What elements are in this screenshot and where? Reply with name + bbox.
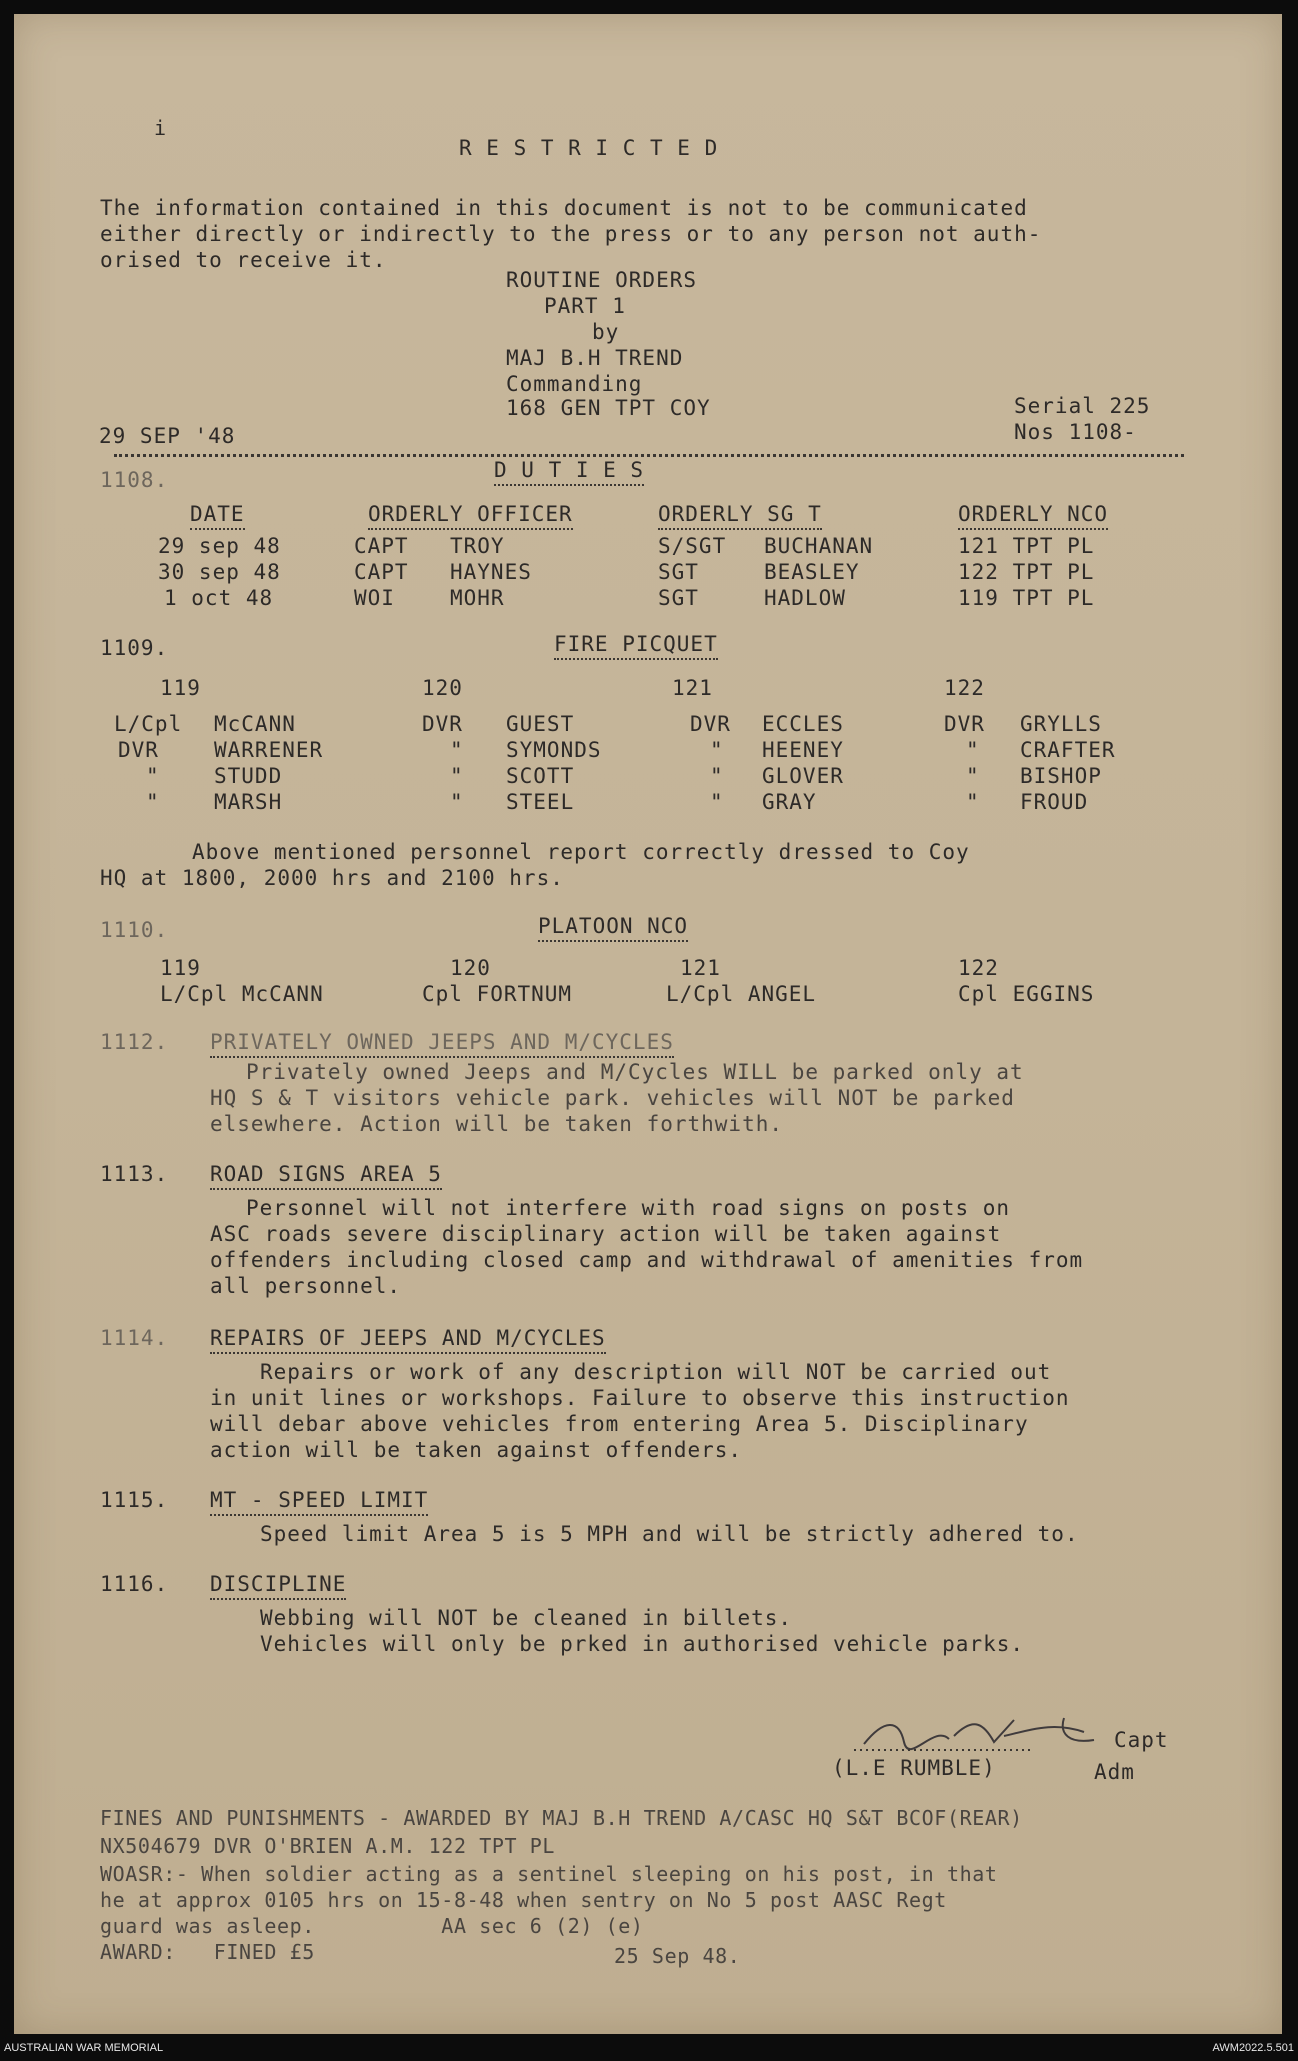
- picquet-rank: DVR: [690, 712, 731, 736]
- margin-mark: i: [154, 116, 168, 140]
- fines-soldier: NX504679 DVR O'BRIEN A.M. 122 TPT PL: [100, 1834, 556, 1858]
- warning-line-1: The information contained in this document is not to be communicated: [100, 196, 1028, 220]
- title-unit: 168 GEN TPT COY: [506, 396, 711, 420]
- fines-line: WOASR:- When soldier acting as a sentinel sleeping on his post, in that: [100, 1862, 998, 1886]
- nco-platoon: 122: [958, 956, 999, 980]
- order-heading: DISCIPLINE: [210, 1574, 346, 1600]
- order-line: all personnel.: [210, 1274, 402, 1298]
- platoon-number: 121: [672, 676, 713, 700]
- signature-rank: Capt: [1114, 1728, 1169, 1752]
- duty-sgt-rank: SGT: [658, 586, 699, 610]
- picquet-name: GRAY: [762, 790, 817, 814]
- col-orderly-sgt: ORDERLY SG T: [658, 504, 822, 530]
- fire-picquet-heading: FIRE PICQUET: [554, 634, 718, 660]
- col-orderly-nco: ORDERLY NCO: [958, 504, 1108, 530]
- duty-officer-rank: CAPT: [354, 560, 409, 584]
- order-line: elsewhere. Action will be taken forthwith.: [210, 1112, 784, 1136]
- picquet-name: MARSH: [214, 790, 283, 814]
- picquet-rank: ": [710, 790, 724, 814]
- picquet-rank: ": [450, 764, 464, 788]
- order-line: HQ S & T visitors vehicle park. vehicles will NOT be parked: [210, 1086, 1015, 1110]
- order-line: offenders including closed camp and withdrawal of amenities from: [210, 1248, 1084, 1272]
- fines-line: he at approx 0105 hrs on 15-8-48 when sentry on No 5 post AASC Regt: [100, 1888, 947, 1912]
- document-date: 29 SEP '48: [99, 424, 236, 448]
- order-line: Webbing will NOT be cleaned in billets.: [260, 1606, 793, 1630]
- nco-platoon: 120: [450, 956, 491, 980]
- duties-heading: D U T I E S: [494, 460, 644, 486]
- section-divider: [114, 454, 1184, 457]
- picquet-note-line-2: HQ at 1800, 2000 hrs and 2100 hrs.: [100, 866, 564, 890]
- nco-platoon: 121: [680, 956, 721, 980]
- picquet-name: GRYLLS: [1020, 712, 1102, 736]
- order-heading: ROAD SIGNS AREA 5: [210, 1164, 442, 1190]
- picquet-rank: DVR: [944, 712, 985, 736]
- order-line: in unit lines or workshops. Failure to observe this instruction: [210, 1386, 1070, 1410]
- picquet-name: CRAFTER: [1020, 738, 1116, 762]
- duty-sgt-rank: S/SGT: [658, 534, 727, 558]
- classification-heading: R E S T R I C T E D: [459, 136, 719, 160]
- fines-award: AWARD: FINED £5: [100, 1940, 315, 1964]
- duty-nco: 122 TPT PL: [958, 560, 1095, 584]
- picquet-rank: ": [966, 738, 980, 762]
- picquet-rank: ": [710, 764, 724, 788]
- fines-line: guard was asleep. AA sec 6 (2) (e): [100, 1914, 644, 1938]
- nco-name: Cpl FORTNUM: [422, 982, 573, 1006]
- picquet-rank: ": [450, 790, 464, 814]
- order-heading: MT - SPEED LIMIT: [210, 1490, 428, 1516]
- duty-sgt: HADLOW: [764, 586, 846, 610]
- handwritten-signature: [854, 1714, 1124, 1754]
- signature-name: (L.E RUMBLE): [832, 1756, 996, 1780]
- footer-reference: AWM2022.5.501: [1212, 2042, 1294, 2054]
- nco-name: L/Cpl McCANN: [160, 982, 324, 1006]
- picquet-rank: L/Cpl: [114, 712, 183, 736]
- picquet-name: HEENEY: [762, 738, 844, 762]
- picquet-name: FROUD: [1020, 790, 1089, 814]
- order-line: Repairs or work of any description will NOT be carried out: [260, 1360, 1052, 1384]
- picquet-name: BISHOP: [1020, 764, 1102, 788]
- platoon-number: 120: [422, 676, 463, 700]
- picquet-rank: DVR: [118, 738, 159, 762]
- picquet-rank: ": [710, 738, 724, 762]
- order-line: ASC roads severe disciplinary action will be taken against: [210, 1222, 1002, 1246]
- order-numbers: Nos 1108-: [1014, 420, 1137, 444]
- picquet-name: GLOVER: [762, 764, 844, 788]
- order-number: 1115.: [100, 1488, 169, 1512]
- document-page: [14, 14, 1282, 2034]
- platoon-number: 122: [944, 676, 985, 700]
- signature-role: Adm: [1094, 1760, 1135, 1784]
- title-commanding: Commanding: [506, 372, 643, 396]
- duties-number: 1108.: [100, 468, 169, 492]
- order-number: 1112.: [100, 1030, 169, 1054]
- picquet-name: ECCLES: [762, 712, 844, 736]
- order-line: action will be taken against offenders.: [210, 1438, 743, 1462]
- duty-date: 29 sep 48: [158, 534, 281, 558]
- duty-officer: TROY: [450, 534, 505, 558]
- order-number: 1113.: [100, 1162, 169, 1186]
- platoon-nco-number: 1110.: [100, 918, 169, 942]
- duty-sgt-rank: SGT: [658, 560, 699, 584]
- duty-nco: 119 TPT PL: [958, 586, 1095, 610]
- picquet-name: WARRENER: [214, 738, 324, 762]
- picquet-rank: ": [146, 764, 160, 788]
- title-commander: MAJ B.H TREND: [506, 346, 684, 370]
- order-number: 1114.: [100, 1326, 169, 1350]
- nco-name: Cpl EGGINS: [958, 982, 1095, 1006]
- title-by: by: [592, 320, 620, 344]
- title-part: PART 1: [544, 294, 626, 318]
- duty-officer-rank: WOI: [354, 586, 395, 610]
- order-line: Personnel will not interfere with road signs on posts on: [246, 1196, 1011, 1220]
- nco-name: L/Cpl ANGEL: [666, 982, 817, 1006]
- footer-institution: AUSTRALIAN WAR MEMORIAL: [4, 2042, 164, 2054]
- duty-officer: MOHR: [450, 586, 505, 610]
- warning-line-3: orised to receive it.: [100, 248, 387, 272]
- duty-sgt: BUCHANAN: [764, 534, 874, 558]
- duty-date: 1 oct 48: [164, 586, 274, 610]
- picquet-note-line-1: Above mentioned personnel report correctly dressed to Coy: [192, 840, 970, 864]
- order-line: will debar above vehicles from entering Area 5. Disciplinary: [210, 1412, 1029, 1436]
- order-heading: REPAIRS OF JEEPS AND M/CYCLES: [210, 1328, 606, 1354]
- picquet-name: GUEST: [506, 712, 575, 736]
- nco-platoon: 119: [160, 956, 201, 980]
- picquet-name: McCANN: [214, 712, 296, 736]
- picquet-name: SYMONDS: [506, 738, 602, 762]
- order-line: Vehicles will only be prked in authorised vehicle parks.: [260, 1632, 1025, 1656]
- picquet-rank: ": [146, 790, 160, 814]
- order-number: 1116.: [100, 1572, 169, 1596]
- platoon-number: 119: [160, 676, 201, 700]
- fines-heading: FINES AND PUNISHMENTS - AWARDED BY MAJ B.H TREND A/CASC HQ S&T BCOF(REAR): [100, 1806, 1023, 1830]
- picquet-name: STEEL: [506, 790, 575, 814]
- col-date: DATE: [190, 504, 245, 530]
- order-heading: PRIVATELY OWNED JEEPS AND M/CYCLES: [210, 1032, 674, 1058]
- col-orderly-officer: ORDERLY OFFICER: [368, 504, 573, 530]
- picquet-rank: DVR: [422, 712, 463, 736]
- order-line: Privately owned Jeeps and M/Cycles WILL be parked only at: [246, 1060, 1024, 1084]
- duty-officer: HAYNES: [450, 560, 532, 584]
- picquet-rank: ": [966, 790, 980, 814]
- duty-sgt: BEASLEY: [764, 560, 860, 584]
- picquet-name: STUDD: [214, 764, 283, 788]
- fire-picquet-number: 1109.: [100, 636, 169, 660]
- order-line: Speed limit Area 5 is 5 MPH and will be strictly adhered to.: [260, 1522, 1079, 1546]
- duty-date: 30 sep 48: [158, 560, 281, 584]
- picquet-name: SCOTT: [506, 764, 575, 788]
- duty-nco: 121 TPT PL: [958, 534, 1095, 558]
- platoon-nco-heading: PLATOON NCO: [538, 916, 688, 942]
- warning-line-2: either directly or indirectly to the press or to any person not auth-: [100, 222, 1042, 246]
- fines-award-date: 25 Sep 48.: [614, 1944, 741, 1968]
- duty-officer-rank: CAPT: [354, 534, 409, 558]
- picquet-rank: ": [450, 738, 464, 762]
- picquet-rank: ": [966, 764, 980, 788]
- serial-number: Serial 225: [1014, 394, 1151, 418]
- title-routine-orders: ROUTINE ORDERS: [506, 268, 698, 292]
